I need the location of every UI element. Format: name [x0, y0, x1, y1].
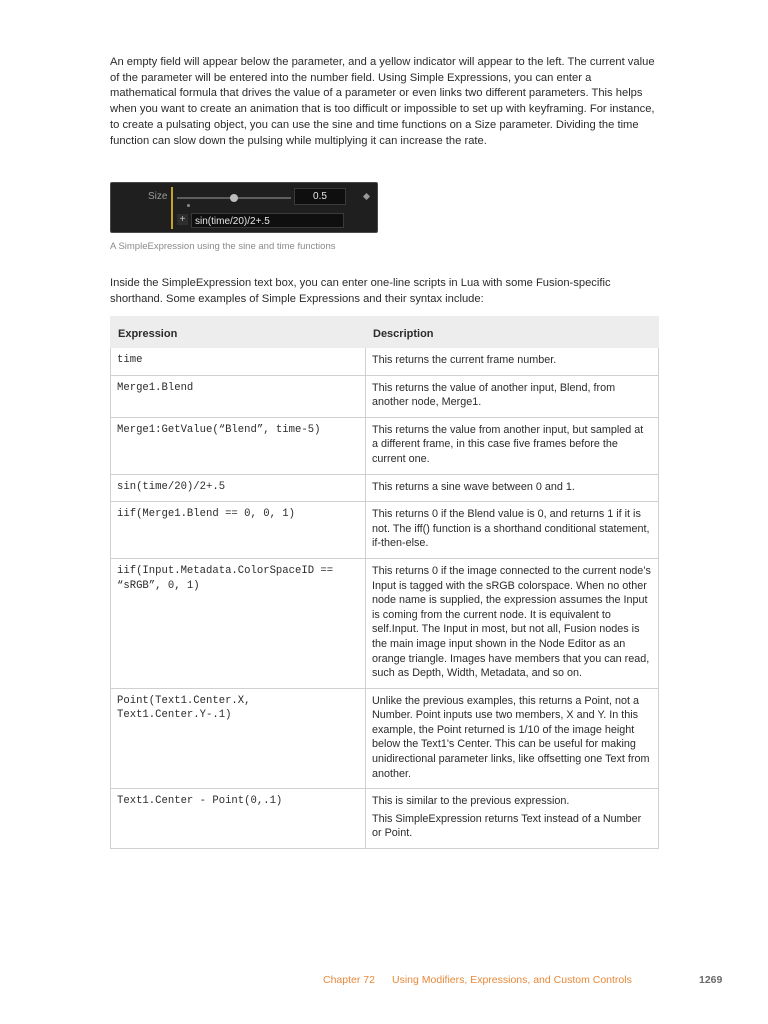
description-cell — [366, 474, 659, 502]
description-cell — [366, 417, 659, 474]
description-text: This returns 0 if the image connected to the current node’s Input is tagged with the sRGB colorspace. When no other node name is supplied, the expression assumes the Input is coming from the current node. It is equivalent to self.Input. The Input in most, but not all, Fusion nodes is the main image input shown in the Node Editor as an orange triangle. Images have members that you can read, such as Depth, Width, Metadata, and so on. — [372, 564, 651, 680]
column-header-expression: Expression — [111, 317, 366, 348]
expression-table — [110, 316, 659, 849]
description-text: This SimpleExpression returns Text instead of a Number or Point. — [372, 812, 642, 840]
description-text: This returns the value of another input, Blend, from another node, Merge1. — [372, 381, 616, 409]
size-number-field[interactable]: 0.5 — [294, 188, 346, 205]
description-cell — [366, 789, 659, 849]
description-cell — [366, 502, 659, 559]
table-row — [111, 375, 659, 417]
description-cell — [366, 375, 659, 417]
table-header-row — [111, 317, 659, 348]
description-cell — [366, 688, 659, 789]
description-text: Unlike the previous examples, this returns a Point, not a Number. Point inputs use two members, X and Y. In this example, the Point returned is 1/10 of the image height below the Text1's Center. This can be useful for making unidirectional parameter links, like offsetting one Text from another. — [372, 694, 650, 780]
slider-default-dot-icon — [187, 204, 190, 207]
footer-chapter-title: Using Modifiers, Expressions, and Custom Controls — [392, 974, 632, 986]
figure-caption: A SimpleExpression using the sine and time functions — [110, 241, 336, 252]
expression-indicator — [171, 187, 173, 229]
description-text: This is similar to the previous expression. — [372, 795, 570, 808]
simple-expression-field[interactable]: sin(time/20)/2+.5 — [191, 213, 344, 228]
expression-cell: iif(Input.Metadata.ColorSpaceID == “sRGB”, 0, 1) — [111, 558, 366, 688]
column-header-description: Description — [366, 317, 659, 348]
footer-chapter: Chapter 72 — [323, 974, 375, 986]
expression-cell: iif(Merge1.Blend == 0, 0, 1) — [111, 502, 366, 559]
table-row — [111, 789, 659, 849]
table-row — [111, 348, 659, 376]
description-text: This returns the value from another input, but sampled at a different frame, in this case five frames before the current one. — [372, 423, 644, 465]
expression-cell: Point(Text1.Center.X, Text1.Center.Y-.1) — [111, 688, 366, 789]
add-expression-icon[interactable]: + — [177, 214, 188, 225]
expression-cell: Text1.Center - Point(0,.1) — [111, 789, 366, 849]
description-text: This returns the current frame number. — [372, 354, 557, 366]
expression-cell: Merge1:GetValue(“Blend”, time-5) — [111, 417, 366, 474]
expression-cell: sin(time/20)/2+.5 — [111, 474, 366, 502]
size-label: Size — [148, 191, 168, 202]
description-cell — [366, 348, 659, 376]
description-text: This returns a sine wave between 0 and 1. — [372, 480, 575, 493]
description-text: This returns 0 if the Blend value is 0, and returns 1 if it is not. The iff() function is a shorthand conditional statement, if-then-else. — [372, 508, 650, 550]
size-parameter-widget — [110, 182, 378, 233]
body-paragraph: An empty field will appear below the parameter, and a yellow indicator will appear to the left. The current value of the parameter will be entered into the number field. Using Simple Expressions, you can enter a mathematical formula that drives the value of a parameter or even links two different parameters. This helps when you want to create an animation that is too difficult or impossible to set up with keyframing. For instance, to create a pulsating object, you can use the sine and time functions on a Size parameter. Dividing the time function can slow down the pulsing while multiplying it can increase the rate. — [110, 56, 655, 147]
table-row — [111, 688, 659, 789]
table-row — [111, 558, 659, 688]
table-row — [111, 417, 659, 474]
description-cell — [366, 558, 659, 688]
footer-page-number: 1269 — [699, 974, 723, 986]
table-row — [111, 502, 659, 559]
keyframe-diamond-icon[interactable] — [363, 193, 370, 200]
body-paragraph-2: Inside the SimpleExpression text box, you can enter one-line scripts in Lua with some Fusion-specific shorthand. Some examples of Simple Expressions and their syntax include: — [110, 277, 611, 305]
size-slider-knob[interactable] — [230, 194, 238, 202]
table-row — [111, 474, 659, 502]
expression-cell: Merge1.Blend — [111, 375, 366, 417]
expression-cell: time — [111, 348, 366, 376]
